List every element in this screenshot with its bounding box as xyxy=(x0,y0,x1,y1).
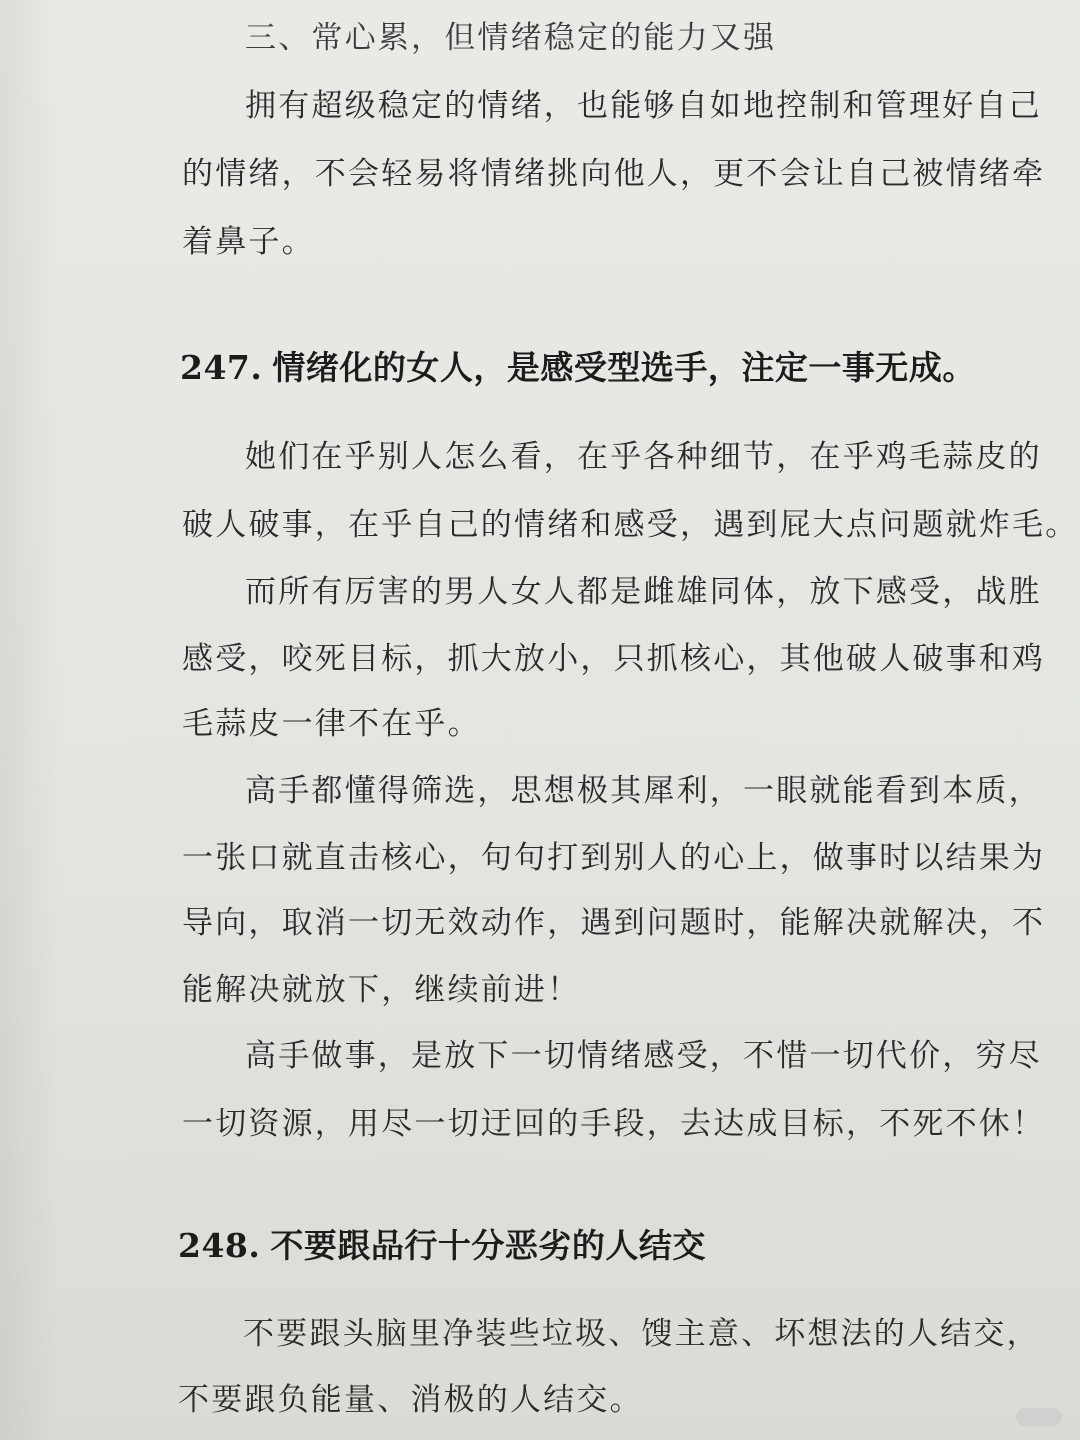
list-item-three: 三、常心累，但情绪稳定的能力又强 xyxy=(245,20,777,56)
section-heading-247 xyxy=(180,346,976,390)
section-number: 247. xyxy=(180,348,263,387)
paragraph-line: 感受，咬死目标，抓大放小，只抓核心，其他破人破事和鸡 xyxy=(182,641,1046,677)
watermark-badge xyxy=(1016,1408,1062,1426)
section-title: 情绪化的女人，是感受型选手，注定一事无成。 xyxy=(272,348,976,387)
paragraph-line: 导向，取消一切无效动作，遇到问题时，能解决就解决，不 xyxy=(182,905,1046,941)
paragraph-line: 一切资源，用尽一切迂回的手段，去达成目标，不死不休！ xyxy=(182,1106,1046,1142)
paragraph-line: 她们在乎别人怎么看，在乎各种细节，在乎鸡毛蒜皮的 xyxy=(245,439,1042,475)
paragraph-line: 不要跟头脑里净装些垃圾、馊主意、坏想法的人结交， xyxy=(243,1316,1040,1352)
paragraph-line: 一张口就直击核心，句句打到别人的心上，做事时以结果为 xyxy=(182,840,1046,876)
section-heading-248 xyxy=(178,1224,706,1268)
paragraph-line: 拥有超级稳定的情绪，也能够自如地控制和管理好自己 xyxy=(245,88,1042,124)
page-shadow xyxy=(0,0,60,1440)
paragraph-line: 而所有厉害的男人女人都是雌雄同体，放下感受，战胜 xyxy=(245,574,1042,610)
section-title: 不要跟品行十分恶劣的人结交 xyxy=(270,1226,706,1265)
paragraph-line: 高手做事，是放下一切情绪感受，不惜一切代价，穷尽 xyxy=(245,1038,1042,1074)
paragraph-line: 毛蒜皮一律不在乎。 xyxy=(182,706,481,742)
paragraph-line: 的情绪，不会轻易将情绪挑向他人，更不会让自己被情绪牵 xyxy=(182,156,1046,192)
paragraph-line: 能解决就放下，继续前进！ xyxy=(182,972,581,1008)
paragraph-line: 着鼻子。 xyxy=(182,224,315,260)
paragraph-line: 高手都懂得筛选，思想极其犀利，一眼就能看到本质， xyxy=(245,773,1042,809)
paragraph-line: 破人破事，在乎自己的情绪和感受，遇到屁大点问题就炸毛。 xyxy=(182,507,1079,543)
paragraph-line: 不要跟负能量、消极的人结交。 xyxy=(178,1382,643,1418)
section-number: 248. xyxy=(178,1226,261,1265)
